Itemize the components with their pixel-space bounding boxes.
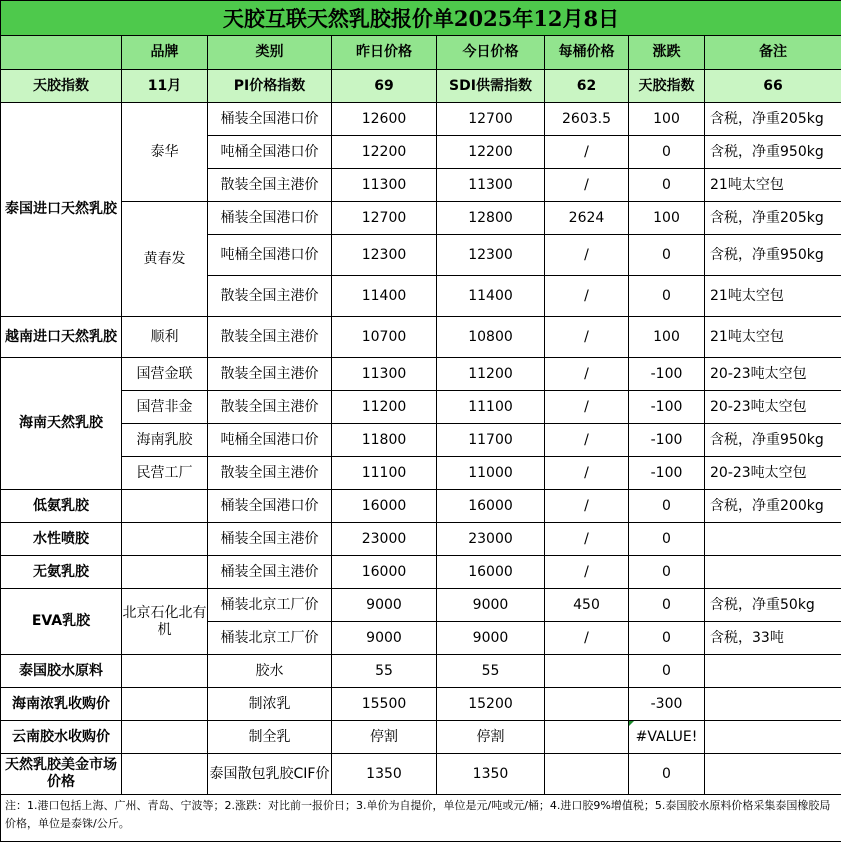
change-cell: -100 bbox=[629, 424, 705, 457]
header-blank bbox=[1, 36, 122, 70]
footnote: 注：1.港口包括上海、广州、青岛、宁波等；2.涨跌：对比前一报价日；3.单价为自提价，单位是元/吨或元/桶；4.进口胶9%增值税；5.泰国胶水原料价格采集泰国橡胶局价格，单位是泰铢/公斤。 bbox=[1, 795, 841, 842]
index-label: 天胶指数 bbox=[1, 70, 122, 103]
tianjiao-index-label: 天胶指数 bbox=[629, 70, 705, 103]
header-today: 今日价格 bbox=[437, 36, 545, 70]
barrel-cell: / bbox=[545, 457, 629, 490]
change-cell: 100 bbox=[629, 317, 705, 358]
change-cell: 0 bbox=[629, 169, 705, 202]
change-cell: 0 bbox=[629, 655, 705, 688]
remark-cell bbox=[705, 655, 841, 688]
remark-cell: 含税，净重205kg bbox=[705, 103, 841, 136]
table-row bbox=[1, 391, 841, 424]
category-cell: 桶装全国港口价 bbox=[208, 103, 332, 136]
group-thai-raw: 泰国胶水原料 bbox=[1, 655, 122, 688]
group-yunnan: 云南胶水收购价 bbox=[1, 721, 122, 754]
yesterday-cell: 11400 bbox=[332, 276, 437, 317]
change-cell: 0 bbox=[629, 235, 705, 276]
category-cell: 散装全国主港价 bbox=[208, 276, 332, 317]
brand-huangchunfa: 黄春发 bbox=[122, 202, 208, 317]
today-cell: 55 bbox=[437, 655, 545, 688]
change-cell: 0 bbox=[629, 622, 705, 655]
change-cell: -100 bbox=[629, 391, 705, 424]
change-value: #VALUE! bbox=[635, 728, 698, 745]
barrel-cell: 2624 bbox=[545, 202, 629, 235]
change-cell: 0 bbox=[629, 556, 705, 589]
change-cell: -100 bbox=[629, 457, 705, 490]
brand-cell bbox=[122, 688, 208, 721]
barrel-cell: / bbox=[545, 523, 629, 556]
barrel-cell: 450 bbox=[545, 589, 629, 622]
barrel-cell bbox=[545, 688, 629, 721]
group-no-ammonia: 无氨乳胶 bbox=[1, 556, 122, 589]
table-row bbox=[1, 655, 841, 688]
barrel-cell bbox=[545, 754, 629, 795]
today-cell: 9000 bbox=[437, 622, 545, 655]
yesterday-cell: 11800 bbox=[332, 424, 437, 457]
barrel-cell: / bbox=[545, 276, 629, 317]
table-row bbox=[1, 688, 841, 721]
barrel-cell: / bbox=[545, 490, 629, 523]
today-cell: 12700 bbox=[437, 103, 545, 136]
today-cell: 1350 bbox=[437, 754, 545, 795]
yesterday-cell: 12200 bbox=[332, 136, 437, 169]
today-cell: 12800 bbox=[437, 202, 545, 235]
table-row bbox=[1, 490, 841, 523]
pi-index-value: 69 bbox=[332, 70, 437, 103]
yesterday-cell: 55 bbox=[332, 655, 437, 688]
yesterday-cell: 12600 bbox=[332, 103, 437, 136]
remark-cell: 21吨太空包 bbox=[705, 169, 841, 202]
brand-cell: 民营工厂 bbox=[122, 457, 208, 490]
group-thai: 泰国进口天然乳胶 bbox=[1, 103, 122, 317]
header-category: 类别 bbox=[208, 36, 332, 70]
header-remark: 备注 bbox=[705, 36, 841, 70]
change-cell: 0 bbox=[629, 523, 705, 556]
error-flag-icon bbox=[629, 721, 634, 726]
change-cell: 100 bbox=[629, 202, 705, 235]
remark-cell: 含税，净重950kg bbox=[705, 424, 841, 457]
table-row bbox=[1, 424, 841, 457]
today-cell: 12300 bbox=[437, 235, 545, 276]
category-cell: 桶装北京工厂价 bbox=[208, 622, 332, 655]
group-hainan: 海南天然乳胶 bbox=[1, 358, 122, 490]
change-cell: 0 bbox=[629, 276, 705, 317]
yesterday-cell: 16000 bbox=[332, 490, 437, 523]
remark-cell bbox=[705, 523, 841, 556]
change-cell: 0 bbox=[629, 136, 705, 169]
barrel-cell bbox=[545, 721, 629, 754]
remark-cell bbox=[705, 688, 841, 721]
table-row bbox=[1, 721, 841, 754]
today-cell: 11700 bbox=[437, 424, 545, 457]
yesterday-cell: 11200 bbox=[332, 391, 437, 424]
category-cell: 吨桶全国港口价 bbox=[208, 424, 332, 457]
today-cell: 16000 bbox=[437, 556, 545, 589]
yesterday-cell: 12300 bbox=[332, 235, 437, 276]
today-cell: 23000 bbox=[437, 523, 545, 556]
today-cell: 10800 bbox=[437, 317, 545, 358]
remark-cell: 含税，净重950kg bbox=[705, 136, 841, 169]
group-water-spray: 水性喷胶 bbox=[1, 523, 122, 556]
category-cell: 散装全国主港价 bbox=[208, 169, 332, 202]
yesterday-cell: 9000 bbox=[332, 622, 437, 655]
table-row bbox=[1, 317, 841, 358]
remark-cell: 20-23吨太空包 bbox=[705, 391, 841, 424]
header-change: 涨跌 bbox=[629, 36, 705, 70]
pi-index-label: PI价格指数 bbox=[208, 70, 332, 103]
table-row bbox=[1, 556, 841, 589]
change-cell: -300 bbox=[629, 688, 705, 721]
today-cell: 11300 bbox=[437, 169, 545, 202]
remark-cell bbox=[705, 556, 841, 589]
brand-cell bbox=[122, 721, 208, 754]
category-cell: 散装全国主港价 bbox=[208, 391, 332, 424]
yesterday-cell: 9000 bbox=[332, 589, 437, 622]
remark-cell: 含税，净重950kg bbox=[705, 235, 841, 276]
yesterday-cell: 16000 bbox=[332, 556, 437, 589]
table-row bbox=[1, 523, 841, 556]
today-cell: 16000 bbox=[437, 490, 545, 523]
category-cell: 桶装全国港口价 bbox=[208, 202, 332, 235]
change-cell: 0 bbox=[629, 490, 705, 523]
change-cell: 100 bbox=[629, 103, 705, 136]
yesterday-cell: 停割 bbox=[332, 721, 437, 754]
table-row bbox=[1, 754, 841, 795]
today-cell: 12200 bbox=[437, 136, 545, 169]
yesterday-cell: 1350 bbox=[332, 754, 437, 795]
remark-cell: 含税，净重50kg bbox=[705, 589, 841, 622]
barrel-cell: / bbox=[545, 622, 629, 655]
yesterday-cell: 15500 bbox=[332, 688, 437, 721]
brand-beijing-petrochem: 北京石化北有机 bbox=[122, 589, 208, 655]
remark-cell: 含税，净重200kg bbox=[705, 490, 841, 523]
category-cell: 散装全国主港价 bbox=[208, 457, 332, 490]
barrel-cell: / bbox=[545, 317, 629, 358]
today-cell: 9000 bbox=[437, 589, 545, 622]
category-cell: 胶水 bbox=[208, 655, 332, 688]
brand-taihua: 泰华 bbox=[122, 103, 208, 202]
barrel-cell: / bbox=[545, 424, 629, 457]
brand-cell bbox=[122, 523, 208, 556]
category-cell: 桶装全国主港价 bbox=[208, 556, 332, 589]
category-cell: 桶装全国主港价 bbox=[208, 523, 332, 556]
category-cell: 吨桶全国港口价 bbox=[208, 235, 332, 276]
group-vietnam: 越南进口天然乳胶 bbox=[1, 317, 122, 358]
brand-cell bbox=[122, 754, 208, 795]
change-cell: 0 bbox=[629, 754, 705, 795]
header-yesterday: 昨日价格 bbox=[332, 36, 437, 70]
barrel-cell: / bbox=[545, 136, 629, 169]
barrel-cell: / bbox=[545, 391, 629, 424]
barrel-cell: / bbox=[545, 169, 629, 202]
category-cell: 散装全国主港价 bbox=[208, 317, 332, 358]
sdi-index-value: 62 bbox=[545, 70, 629, 103]
table-row bbox=[1, 589, 841, 622]
remark-cell: 20-23吨太空包 bbox=[705, 358, 841, 391]
group-eva: EVA乳胶 bbox=[1, 589, 122, 655]
group-hainan-conc: 海南浓乳收购价 bbox=[1, 688, 122, 721]
today-cell: 11100 bbox=[437, 391, 545, 424]
barrel-cell: 2603.5 bbox=[545, 103, 629, 136]
header-brand: 品牌 bbox=[122, 36, 208, 70]
remark-cell: 含税，33吨 bbox=[705, 622, 841, 655]
sdi-index-label: SDI供需指数 bbox=[437, 70, 545, 103]
brand-cell: 国营非金 bbox=[122, 391, 208, 424]
brand-cell: 国营金联 bbox=[122, 358, 208, 391]
remark-cell: 21吨太空包 bbox=[705, 317, 841, 358]
yesterday-cell: 10700 bbox=[332, 317, 437, 358]
today-cell: 11200 bbox=[437, 358, 545, 391]
category-cell: 泰国散包乳胶CIF价 bbox=[208, 754, 332, 795]
group-usd-price: 天然乳胶美金市场价格 bbox=[1, 754, 122, 795]
brand-cell bbox=[122, 490, 208, 523]
today-cell: 15200 bbox=[437, 688, 545, 721]
remark-cell: 21吨太空包 bbox=[705, 276, 841, 317]
remark-cell bbox=[705, 754, 841, 795]
barrel-cell: / bbox=[545, 358, 629, 391]
change-cell: 0 bbox=[629, 589, 705, 622]
yesterday-cell: 11300 bbox=[332, 358, 437, 391]
today-cell: 11400 bbox=[437, 276, 545, 317]
category-cell: 桶装全国港口价 bbox=[208, 490, 332, 523]
index-month: 11月 bbox=[122, 70, 208, 103]
category-cell: 桶装北京工厂价 bbox=[208, 589, 332, 622]
remark-cell: 含税，净重205kg bbox=[705, 202, 841, 235]
barrel-cell: / bbox=[545, 556, 629, 589]
brand-cell: 海南乳胶 bbox=[122, 424, 208, 457]
table-row bbox=[1, 103, 841, 136]
yesterday-cell: 23000 bbox=[332, 523, 437, 556]
category-cell: 吨桶全国港口价 bbox=[208, 136, 332, 169]
table-row bbox=[1, 202, 841, 235]
category-cell: 制浓乳 bbox=[208, 688, 332, 721]
group-low-ammonia: 低氨乳胶 bbox=[1, 490, 122, 523]
yesterday-cell: 12700 bbox=[332, 202, 437, 235]
barrel-cell bbox=[545, 655, 629, 688]
category-cell: 散装全国主港价 bbox=[208, 358, 332, 391]
change-cell: -100 bbox=[629, 358, 705, 391]
header-per-barrel: 每桶价格 bbox=[545, 36, 629, 70]
today-cell: 11000 bbox=[437, 457, 545, 490]
today-cell: 停割 bbox=[437, 721, 545, 754]
brand-shunli: 顺利 bbox=[122, 317, 208, 358]
change-cell bbox=[629, 721, 705, 754]
yesterday-cell: 11100 bbox=[332, 457, 437, 490]
tianjiao-index-value: 66 bbox=[705, 70, 841, 103]
table-row bbox=[1, 457, 841, 490]
sheet-title: 天胶互联天然乳胶报价单2025年12月8日 bbox=[1, 1, 841, 36]
barrel-cell: / bbox=[545, 235, 629, 276]
brand-cell bbox=[122, 556, 208, 589]
brand-cell bbox=[122, 655, 208, 688]
remark-cell bbox=[705, 721, 841, 754]
category-cell: 制全乳 bbox=[208, 721, 332, 754]
table-row bbox=[1, 358, 841, 391]
yesterday-cell: 11300 bbox=[332, 169, 437, 202]
remark-cell: 20-23吨太空包 bbox=[705, 457, 841, 490]
